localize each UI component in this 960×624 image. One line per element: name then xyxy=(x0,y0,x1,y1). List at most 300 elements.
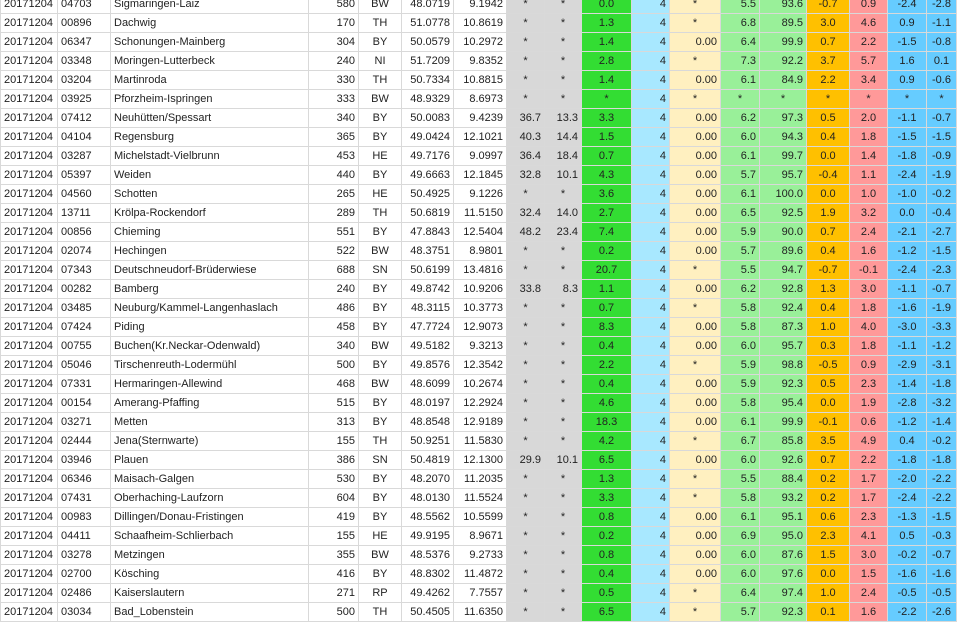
cyan-value-cell: 4 xyxy=(632,0,670,14)
latitude-cell: 49.8576 xyxy=(402,356,454,375)
gray-value-1-cell: 36.7 xyxy=(507,109,545,128)
lightgreen-value-1-cell: 5.9 xyxy=(721,375,760,394)
orange-value-cell: -0.1 xyxy=(807,413,850,432)
gray-value-2-cell: * xyxy=(545,242,582,261)
longitude-cell: 8.9801 xyxy=(454,242,507,261)
longitude-cell: 10.2972 xyxy=(454,33,507,52)
salmon-value-cell: 1.0 xyxy=(850,185,888,204)
table-row xyxy=(1,584,957,603)
cyan-value-cell: 4 xyxy=(632,432,670,451)
gray-value-1-cell: * xyxy=(507,508,545,527)
orange-value-cell: 1.0 xyxy=(807,318,850,337)
lightgreen-value-1-cell: 6.0 xyxy=(721,546,760,565)
latitude-cell: 48.3751 xyxy=(402,242,454,261)
station-name-cell: Schaafheim-Schlierbach xyxy=(111,527,309,546)
state-cell: HE xyxy=(359,527,402,546)
blue-value-2-cell: -0.4 xyxy=(927,204,957,223)
latitude-cell: 50.6199 xyxy=(402,261,454,280)
gray-value-1-cell: 32.4 xyxy=(507,204,545,223)
station-id-cell: 03348 xyxy=(58,52,111,71)
blue-value-1-cell: -2.4 xyxy=(888,166,927,185)
blue-value-2-cell: -3.2 xyxy=(927,394,957,413)
station-name-cell: Plauen xyxy=(111,451,309,470)
tan-value-cell: * xyxy=(670,470,721,489)
salmon-value-cell: 2.3 xyxy=(850,508,888,527)
lightgreen-value-2-cell: 94.7 xyxy=(760,261,807,280)
gray-value-1-cell: * xyxy=(507,375,545,394)
lightgreen-value-1-cell: 6.0 xyxy=(721,128,760,147)
blue-value-2-cell: -1.5 xyxy=(927,242,957,261)
latitude-cell: 48.2070 xyxy=(402,470,454,489)
salmon-value-cell: 3.2 xyxy=(850,204,888,223)
station-name-cell: Schonungen-Mainberg xyxy=(111,33,309,52)
latitude-cell: 49.5182 xyxy=(402,337,454,356)
blue-value-1-cell: 0.9 xyxy=(888,71,927,90)
cyan-value-cell: 4 xyxy=(632,337,670,356)
salmon-value-cell: 3.4 xyxy=(850,71,888,90)
gray-value-1-cell: * xyxy=(507,242,545,261)
elevation-cell: 265 xyxy=(309,185,359,204)
state-cell: TH xyxy=(359,204,402,223)
latitude-cell: 50.4505 xyxy=(402,603,454,622)
lightgreen-value-2-cell: 95.7 xyxy=(760,337,807,356)
blue-value-1-cell: -3.0 xyxy=(888,318,927,337)
blue-value-2-cell: -0.2 xyxy=(927,432,957,451)
date-cell: 20171204 xyxy=(1,0,58,14)
elevation-cell: 458 xyxy=(309,318,359,337)
latitude-cell: 50.7334 xyxy=(402,71,454,90)
gray-value-1-cell: * xyxy=(507,394,545,413)
gray-value-1-cell: 40.3 xyxy=(507,128,545,147)
longitude-cell: 10.8619 xyxy=(454,14,507,33)
cyan-value-cell: 4 xyxy=(632,242,670,261)
longitude-cell: 11.5150 xyxy=(454,204,507,223)
lightgreen-value-2-cell: 92.4 xyxy=(760,299,807,318)
longitude-cell: 9.1942 xyxy=(454,0,507,14)
longitude-cell: 10.8815 xyxy=(454,71,507,90)
blue-value-1-cell: -2.4 xyxy=(888,261,927,280)
station-name-cell: Sigmaringen-Laiz xyxy=(111,0,309,14)
state-cell: BW xyxy=(359,546,402,565)
table-row xyxy=(1,280,957,299)
state-cell: BY xyxy=(359,299,402,318)
blue-value-1-cell: -1.1 xyxy=(888,109,927,128)
station-id-cell: 02486 xyxy=(58,584,111,603)
elevation-cell: 500 xyxy=(309,356,359,375)
tan-value-cell: 0.00 xyxy=(670,223,721,242)
elevation-cell: 240 xyxy=(309,52,359,71)
orange-value-cell: -0.4 xyxy=(807,166,850,185)
cyan-value-cell: 4 xyxy=(632,109,670,128)
green-value-cell: 1.3 xyxy=(582,470,632,489)
longitude-cell: 12.5404 xyxy=(454,223,507,242)
orange-value-cell: 0.7 xyxy=(807,223,850,242)
lightgreen-value-2-cell: 92.6 xyxy=(760,451,807,470)
gray-value-2-cell: * xyxy=(545,527,582,546)
lightgreen-value-1-cell: 6.1 xyxy=(721,71,760,90)
salmon-value-cell: 1.6 xyxy=(850,242,888,261)
lightgreen-value-1-cell: 5.7 xyxy=(721,166,760,185)
green-value-cell: 0.4 xyxy=(582,375,632,394)
station-id-cell: 06347 xyxy=(58,33,111,52)
station-id-cell: 02444 xyxy=(58,432,111,451)
date-cell: 20171204 xyxy=(1,432,58,451)
date-cell: 20171204 xyxy=(1,185,58,204)
salmon-value-cell: 1.5 xyxy=(850,565,888,584)
elevation-cell: 500 xyxy=(309,603,359,622)
state-cell: BY xyxy=(359,565,402,584)
lightgreen-value-2-cell: 97.3 xyxy=(760,109,807,128)
salmon-value-cell: 1.8 xyxy=(850,299,888,318)
date-cell: 20171204 xyxy=(1,527,58,546)
green-value-cell: 4.2 xyxy=(582,432,632,451)
table-row xyxy=(1,527,957,546)
station-id-cell: 03204 xyxy=(58,71,111,90)
station-id-cell: 03287 xyxy=(58,147,111,166)
gray-value-2-cell: * xyxy=(545,337,582,356)
salmon-value-cell: 1.7 xyxy=(850,470,888,489)
station-id-cell: 03034 xyxy=(58,603,111,622)
orange-value-cell: 3.5 xyxy=(807,432,850,451)
blue-value-2-cell: -1.6 xyxy=(927,565,957,584)
gray-value-2-cell: * xyxy=(545,565,582,584)
salmon-value-cell: 1.8 xyxy=(850,337,888,356)
date-cell: 20171204 xyxy=(1,413,58,432)
gray-value-2-cell: 14.0 xyxy=(545,204,582,223)
orange-value-cell: * xyxy=(807,90,850,109)
blue-value-2-cell: -1.5 xyxy=(927,128,957,147)
latitude-cell: 51.0778 xyxy=(402,14,454,33)
blue-value-2-cell: -1.5 xyxy=(927,508,957,527)
longitude-cell: 9.2733 xyxy=(454,546,507,565)
station-name-cell: Amerang-Pfaffing xyxy=(111,394,309,413)
orange-value-cell: 0.0 xyxy=(807,394,850,413)
gray-value-2-cell: * xyxy=(545,71,582,90)
gray-value-2-cell: * xyxy=(545,33,582,52)
cyan-value-cell: 4 xyxy=(632,318,670,337)
station-name-cell: Regensburg xyxy=(111,128,309,147)
latitude-cell: 48.9329 xyxy=(402,90,454,109)
elevation-cell: 440 xyxy=(309,166,359,185)
gray-value-2-cell: * xyxy=(545,508,582,527)
station-id-cell: 07431 xyxy=(58,489,111,508)
cyan-value-cell: 4 xyxy=(632,147,670,166)
cyan-value-cell: 4 xyxy=(632,204,670,223)
station-name-cell: Dachwig xyxy=(111,14,309,33)
station-name-cell: Schotten xyxy=(111,185,309,204)
lightgreen-value-2-cell: 88.4 xyxy=(760,470,807,489)
date-cell: 20171204 xyxy=(1,546,58,565)
state-cell: SN xyxy=(359,261,402,280)
gray-value-2-cell: 23.4 xyxy=(545,223,582,242)
table-row xyxy=(1,223,957,242)
salmon-value-cell: 1.1 xyxy=(850,166,888,185)
green-value-cell: 8.3 xyxy=(582,318,632,337)
blue-value-2-cell: * xyxy=(927,90,957,109)
station-id-cell: 02074 xyxy=(58,242,111,261)
table-row xyxy=(1,128,957,147)
blue-value-2-cell: -2.2 xyxy=(927,489,957,508)
gray-value-2-cell: * xyxy=(545,356,582,375)
station-id-cell: 07424 xyxy=(58,318,111,337)
elevation-cell: 486 xyxy=(309,299,359,318)
latitude-cell: 48.3115 xyxy=(402,299,454,318)
station-name-cell: Piding xyxy=(111,318,309,337)
state-cell: BY xyxy=(359,356,402,375)
tan-value-cell: * xyxy=(670,52,721,71)
green-value-cell: 1.4 xyxy=(582,71,632,90)
blue-value-1-cell: -1.8 xyxy=(888,451,927,470)
lightgreen-value-1-cell: 6.8 xyxy=(721,14,760,33)
date-cell: 20171204 xyxy=(1,584,58,603)
gray-value-2-cell: * xyxy=(545,185,582,204)
tan-value-cell: * xyxy=(670,584,721,603)
date-cell: 20171204 xyxy=(1,71,58,90)
lightgreen-value-2-cell: 93.2 xyxy=(760,489,807,508)
green-value-cell: 0.2 xyxy=(582,527,632,546)
table-row xyxy=(1,375,957,394)
cyan-value-cell: 4 xyxy=(632,603,670,622)
state-cell: BY xyxy=(359,33,402,52)
lightgreen-value-1-cell: 5.8 xyxy=(721,394,760,413)
station-id-cell: 03271 xyxy=(58,413,111,432)
green-value-cell: 2.8 xyxy=(582,52,632,71)
salmon-value-cell: 3.0 xyxy=(850,546,888,565)
orange-value-cell: 1.0 xyxy=(807,584,850,603)
lightgreen-value-2-cell: 92.5 xyxy=(760,204,807,223)
lightgreen-value-2-cell: 95.0 xyxy=(760,527,807,546)
date-cell: 20171204 xyxy=(1,375,58,394)
gray-value-2-cell: 14.4 xyxy=(545,128,582,147)
cyan-value-cell: 4 xyxy=(632,128,670,147)
table-row xyxy=(1,489,957,508)
orange-value-cell: 0.1 xyxy=(807,603,850,622)
longitude-cell: 12.2924 xyxy=(454,394,507,413)
elevation-cell: 313 xyxy=(309,413,359,432)
date-cell: 20171204 xyxy=(1,261,58,280)
state-cell: HE xyxy=(359,185,402,204)
salmon-value-cell: 2.2 xyxy=(850,33,888,52)
tan-value-cell: 0.00 xyxy=(670,394,721,413)
lightgreen-value-2-cell: 94.3 xyxy=(760,128,807,147)
state-cell: TH xyxy=(359,14,402,33)
longitude-cell: 10.9206 xyxy=(454,280,507,299)
green-value-cell: 0.2 xyxy=(582,242,632,261)
gray-value-1-cell: * xyxy=(507,261,545,280)
lightgreen-value-2-cell: 92.3 xyxy=(760,603,807,622)
gray-value-1-cell: * xyxy=(507,0,545,14)
tan-value-cell: 0.00 xyxy=(670,318,721,337)
latitude-cell: 49.9195 xyxy=(402,527,454,546)
station-name-cell: Tirschenreuth-Lodermühl xyxy=(111,356,309,375)
blue-value-2-cell: -0.8 xyxy=(927,33,957,52)
latitude-cell: 49.7176 xyxy=(402,147,454,166)
green-value-cell: 0.0 xyxy=(582,0,632,14)
latitude-cell: 50.4819 xyxy=(402,451,454,470)
gray-value-2-cell: 10.1 xyxy=(545,451,582,470)
blue-value-2-cell: -0.5 xyxy=(927,584,957,603)
elevation-cell: 365 xyxy=(309,128,359,147)
date-cell: 20171204 xyxy=(1,565,58,584)
salmon-value-cell: 1.8 xyxy=(850,128,888,147)
cyan-value-cell: 4 xyxy=(632,394,670,413)
lightgreen-value-2-cell: 99.9 xyxy=(760,33,807,52)
orange-value-cell: 0.5 xyxy=(807,375,850,394)
table-row xyxy=(1,318,957,337)
blue-value-2-cell: -0.3 xyxy=(927,527,957,546)
state-cell: TH xyxy=(359,432,402,451)
station-id-cell: 04703 xyxy=(58,0,111,14)
lightgreen-value-1-cell: 6.9 xyxy=(721,527,760,546)
lightgreen-value-2-cell: 90.0 xyxy=(760,223,807,242)
station-id-cell: 03946 xyxy=(58,451,111,470)
table-row xyxy=(1,14,957,33)
cyan-value-cell: 4 xyxy=(632,508,670,527)
elevation-cell: 386 xyxy=(309,451,359,470)
elevation-cell: 289 xyxy=(309,204,359,223)
lightgreen-value-1-cell: 6.2 xyxy=(721,109,760,128)
date-cell: 20171204 xyxy=(1,166,58,185)
elevation-cell: 515 xyxy=(309,394,359,413)
longitude-cell: 12.1300 xyxy=(454,451,507,470)
green-value-cell: 7.4 xyxy=(582,223,632,242)
green-value-cell: 0.7 xyxy=(582,299,632,318)
state-cell: BY xyxy=(359,470,402,489)
tan-value-cell: 0.00 xyxy=(670,109,721,128)
salmon-value-cell: 2.4 xyxy=(850,584,888,603)
longitude-cell: 12.9073 xyxy=(454,318,507,337)
date-cell: 20171204 xyxy=(1,394,58,413)
table-row xyxy=(1,451,957,470)
tan-value-cell: * xyxy=(670,489,721,508)
blue-value-2-cell: -3.1 xyxy=(927,356,957,375)
blue-value-1-cell: -1.3 xyxy=(888,508,927,527)
gray-value-1-cell: * xyxy=(507,33,545,52)
station-name-cell: Pforzheim-Ispringen xyxy=(111,90,309,109)
orange-value-cell: 0.7 xyxy=(807,33,850,52)
lightgreen-value-1-cell: 6.0 xyxy=(721,451,760,470)
table-row xyxy=(1,356,957,375)
salmon-value-cell: -0.1 xyxy=(850,261,888,280)
lightgreen-value-1-cell: 5.5 xyxy=(721,0,760,14)
tan-value-cell: 0.00 xyxy=(670,413,721,432)
state-cell: TH xyxy=(359,71,402,90)
green-value-cell: 4.3 xyxy=(582,166,632,185)
tan-value-cell: 0.00 xyxy=(670,375,721,394)
station-id-cell: 03278 xyxy=(58,546,111,565)
lightgreen-value-1-cell: 6.7 xyxy=(721,432,760,451)
cyan-value-cell: 4 xyxy=(632,470,670,489)
cyan-value-cell: 4 xyxy=(632,299,670,318)
table-row xyxy=(1,147,957,166)
lightgreen-value-2-cell: 92.2 xyxy=(760,52,807,71)
state-cell: BY xyxy=(359,489,402,508)
orange-value-cell: 1.9 xyxy=(807,204,850,223)
longitude-cell: 12.9189 xyxy=(454,413,507,432)
station-name-cell: Weiden xyxy=(111,166,309,185)
state-cell: BY xyxy=(359,394,402,413)
cyan-value-cell: 4 xyxy=(632,413,670,432)
tan-value-cell: * xyxy=(670,261,721,280)
station-id-cell: 07343 xyxy=(58,261,111,280)
table-row xyxy=(1,71,957,90)
orange-value-cell: 0.3 xyxy=(807,337,850,356)
date-cell: 20171204 xyxy=(1,299,58,318)
lightgreen-value-1-cell: 6.1 xyxy=(721,413,760,432)
salmon-value-cell: 4.1 xyxy=(850,527,888,546)
salmon-value-cell: 0.9 xyxy=(850,0,888,14)
lightgreen-value-1-cell: 5.7 xyxy=(721,242,760,261)
table-row xyxy=(1,508,957,527)
tan-value-cell: 0.00 xyxy=(670,185,721,204)
lightgreen-value-1-cell: * xyxy=(721,90,760,109)
table-row xyxy=(1,0,957,14)
elevation-cell: 522 xyxy=(309,242,359,261)
green-value-cell: 1.1 xyxy=(582,280,632,299)
gray-value-1-cell: 29.9 xyxy=(507,451,545,470)
salmon-value-cell: 4.9 xyxy=(850,432,888,451)
longitude-cell: 9.1226 xyxy=(454,185,507,204)
orange-value-cell: 0.0 xyxy=(807,147,850,166)
state-cell: BY xyxy=(359,413,402,432)
table-row xyxy=(1,546,957,565)
state-cell: BW xyxy=(359,337,402,356)
station-id-cell: 07412 xyxy=(58,109,111,128)
blue-value-2-cell: -0.7 xyxy=(927,546,957,565)
blue-value-1-cell: -1.1 xyxy=(888,337,927,356)
state-cell: BW xyxy=(359,0,402,14)
salmon-value-cell: 1.4 xyxy=(850,147,888,166)
elevation-cell: 355 xyxy=(309,546,359,565)
station-id-cell: 04411 xyxy=(58,527,111,546)
lightgreen-value-2-cell: 92.3 xyxy=(760,375,807,394)
table-row xyxy=(1,204,957,223)
lightgreen-value-2-cell: 95.7 xyxy=(760,166,807,185)
date-cell: 20171204 xyxy=(1,508,58,527)
table-row xyxy=(1,470,957,489)
elevation-cell: 304 xyxy=(309,33,359,52)
gray-value-2-cell: 13.3 xyxy=(545,109,582,128)
lightgreen-value-1-cell: 6.1 xyxy=(721,508,760,527)
cyan-value-cell: 4 xyxy=(632,166,670,185)
longitude-cell: 11.6350 xyxy=(454,603,507,622)
gray-value-2-cell: * xyxy=(545,432,582,451)
blue-value-1-cell: -1.5 xyxy=(888,128,927,147)
latitude-cell: 48.8548 xyxy=(402,413,454,432)
gray-value-2-cell: * xyxy=(545,0,582,14)
date-cell: 20171204 xyxy=(1,223,58,242)
blue-value-1-cell: 0.9 xyxy=(888,14,927,33)
gray-value-1-cell: * xyxy=(507,489,545,508)
lightgreen-value-1-cell: 6.0 xyxy=(721,565,760,584)
orange-value-cell: 2.2 xyxy=(807,71,850,90)
lightgreen-value-1-cell: 5.9 xyxy=(721,223,760,242)
tan-value-cell: 0.00 xyxy=(670,508,721,527)
latitude-cell: 50.0083 xyxy=(402,109,454,128)
gray-value-2-cell: * xyxy=(545,394,582,413)
gray-value-1-cell: * xyxy=(507,546,545,565)
gray-value-1-cell: * xyxy=(507,318,545,337)
gray-value-2-cell: * xyxy=(545,318,582,337)
elevation-cell: 170 xyxy=(309,14,359,33)
blue-value-1-cell: * xyxy=(888,90,927,109)
blue-value-2-cell: -1.4 xyxy=(927,413,957,432)
lightgreen-value-1-cell: 5.7 xyxy=(721,603,760,622)
gray-value-2-cell: * xyxy=(545,90,582,109)
date-cell: 20171204 xyxy=(1,204,58,223)
longitude-cell: 10.2674 xyxy=(454,375,507,394)
gray-value-1-cell: * xyxy=(507,413,545,432)
